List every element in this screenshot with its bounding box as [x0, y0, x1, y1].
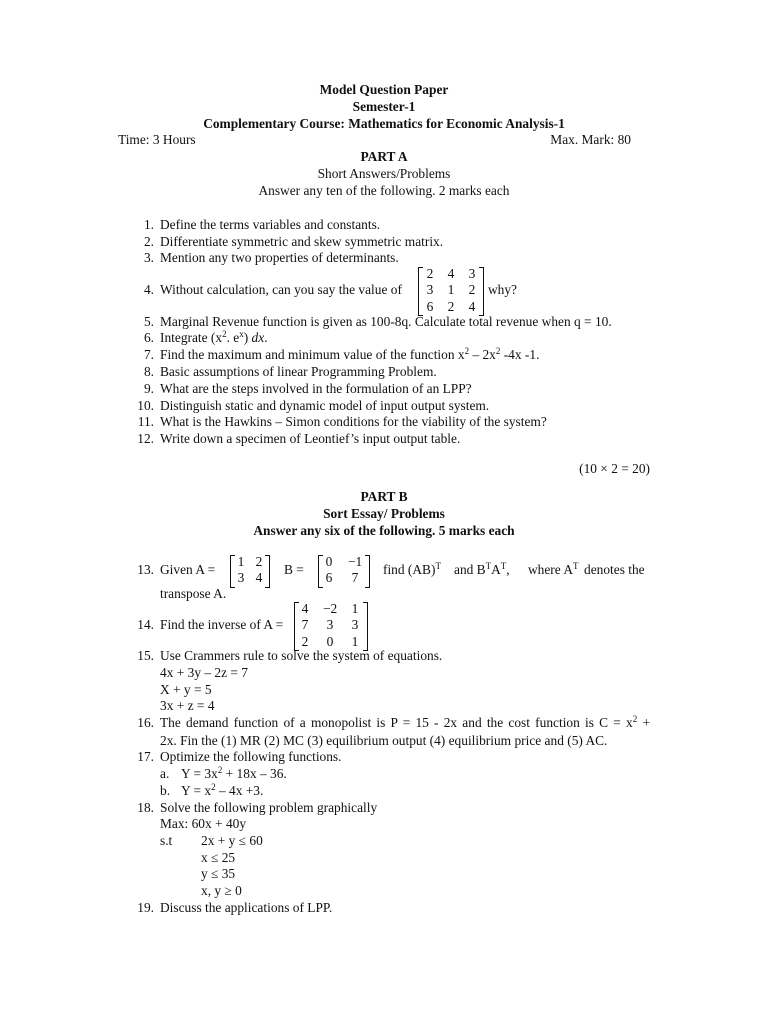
- matrix-b: [318, 554, 370, 587]
- question-number: 18.: [137, 800, 154, 815]
- matrix-a: [230, 554, 270, 587]
- matrix-cell: 3: [326, 617, 334, 632]
- question-text: Given A =: [160, 562, 216, 577]
- objective-line: Max: 60x + 40y: [160, 816, 247, 831]
- question-number: 1.: [143, 217, 154, 232]
- matrix-cell: −1: [348, 554, 363, 569]
- part-a-instruction: Answer any ten of the following. 2 marks each: [258, 183, 510, 198]
- constraint-line: x, y ≥ 0: [201, 883, 242, 898]
- constraint-line: 2x + y ≤ 60: [201, 833, 263, 848]
- part-b-title: PART B: [360, 489, 408, 504]
- question-number: 6.: [143, 330, 154, 345]
- matrix-cell: 3: [426, 282, 434, 297]
- constraint-line: y ≤ 35: [201, 866, 236, 881]
- question-text: Define the terms variables and constants.: [160, 217, 381, 232]
- matrix-cell: −2: [323, 601, 338, 616]
- part-b-instruction: Answer any six of the following. 5 marks each: [253, 523, 515, 538]
- question-number: 5.: [143, 314, 154, 329]
- question-text: Mention any two properties of determinants.: [160, 250, 399, 265]
- question-text: The demand function of a monopolist is P = 15 - 2x and the cost function is $C = x^2$ +: [160, 714, 650, 730]
- matrix-cell: 6: [426, 299, 434, 314]
- matrix-cell: 1: [447, 282, 455, 297]
- matrix-cell: 7: [351, 570, 359, 585]
- part-a-title: PART A: [360, 149, 408, 164]
- question-text: 2x. Fin the (1) MR (2) MC (3) equilibrium output (4) equilibrium price and (5) AC.: [160, 733, 608, 748]
- time-label: Time: 3 Hours: [118, 132, 196, 147]
- question-text: and $B^TA^T$,: [454, 561, 510, 577]
- question-text: Integrate ($x^2$. $e^x$) dx.: [160, 329, 268, 345]
- equation-line: X + y = 5: [160, 682, 212, 697]
- question-text: What are the steps involved in the formulation of an LPP?: [160, 381, 472, 396]
- part-b-subtitle: Sort Essay/ Problems: [323, 506, 445, 521]
- max-mark-label: Max. Mark: 80: [550, 132, 631, 147]
- question-number: 3.: [143, 250, 154, 265]
- question-text: where $A^T$: [528, 561, 579, 577]
- sub-item-label: b.: [160, 783, 171, 798]
- question-number: 9.: [143, 381, 154, 396]
- sub-item-text: $Y = x^2 - 4x +3$.: [181, 782, 264, 798]
- matrix-right-bracket: [363, 602, 368, 651]
- question-number: 2.: [143, 234, 154, 249]
- question-text: Optimize the following functions.: [160, 749, 342, 764]
- question-number: 4.: [143, 282, 154, 297]
- question-text: B =: [284, 562, 304, 577]
- question-number: 8.: [143, 364, 154, 379]
- question-text-suffix: why?: [488, 282, 518, 297]
- matrix-cell: 0: [326, 634, 334, 649]
- paper-title: Model Question Paper: [319, 82, 449, 97]
- sub-item-text: $Y = 3x^2 + 18x - 36$.: [181, 765, 287, 781]
- question-number: 11.: [137, 414, 154, 429]
- matrix-cell: 2: [447, 299, 455, 314]
- question-text: Use Crammers rule to solve the system of equations.: [160, 648, 443, 663]
- question-text: Find the maximum and minimum value of the function $x^2 - 2x^2$ -4x -1.: [160, 346, 540, 362]
- matrix-cell: 2: [255, 554, 263, 569]
- question-text: Discuss the applications of LPP.: [160, 900, 333, 915]
- matrix-cell: 1: [351, 601, 359, 616]
- matrix-cell: 1: [351, 634, 359, 649]
- question-text: Distinguish static and dynamic model of input output system.: [160, 398, 490, 413]
- inverse-matrix: [294, 601, 368, 651]
- question-text: Without calculation, can you say the value of: [160, 282, 402, 297]
- question-text: transpose A.: [160, 586, 227, 601]
- question-number: 13.: [137, 562, 154, 577]
- question-number: 7.: [143, 347, 154, 362]
- question-number: 16.: [137, 715, 154, 730]
- question-text: Find the inverse of A =: [160, 617, 284, 632]
- part-a-marks: (10 × 2 = 20): [579, 461, 650, 476]
- question-number: 17.: [137, 749, 154, 764]
- matrix-cell: 4: [447, 266, 455, 281]
- question-text: Marginal Revenue function is given as 100-8q. Calculate total revenue when q = 10.: [160, 314, 612, 329]
- matrix-cell: 6: [325, 570, 333, 585]
- question-text: Basic assumptions of linear Programming Problem.: [160, 364, 437, 379]
- matrix-cell: 3: [237, 570, 245, 585]
- question-text: Differentiate symmetric and skew symmetric matrix.: [160, 234, 444, 249]
- determinant-matrix: [418, 266, 484, 316]
- question-number: 12.: [137, 431, 154, 446]
- matrix-cell: 3: [468, 266, 476, 281]
- matrix-right-bracket: [479, 267, 484, 316]
- question-number: 15.: [137, 648, 154, 663]
- matrix-cell: 2: [426, 266, 434, 281]
- matrix-cell: 4: [468, 299, 476, 314]
- matrix-cell: 2: [468, 282, 476, 297]
- question-number: 14.: [137, 617, 154, 632]
- question-number: 10.: [137, 398, 154, 413]
- equation-line: 4x + 3y – 2z = 7: [160, 665, 249, 680]
- sub-item-label: a.: [160, 766, 170, 781]
- matrix-cell: 3: [351, 617, 359, 632]
- matrix-cell: 0: [325, 554, 333, 569]
- question-number: 19.: [137, 900, 154, 915]
- question-text: Solve the following problem graphically: [160, 800, 378, 815]
- question-text: What is the Hawkins – Simon conditions for the viability of the system?: [160, 414, 547, 429]
- course-heading: Complementary Course: Mathematics for Economic Analysis-1: [203, 116, 565, 131]
- question-text: find (AB)$^T$: [383, 561, 441, 577]
- question-text: denotes the: [584, 562, 645, 577]
- matrix-cell: 7: [301, 617, 309, 632]
- equation-line: 3x + z = 4: [160, 698, 215, 713]
- matrix-cell: 4: [301, 601, 309, 616]
- matrix-cell: 2: [301, 634, 309, 649]
- semester-heading: Semester-1: [352, 99, 416, 114]
- constraint-label: s.t: [160, 833, 173, 848]
- constraint-line: x ≤ 25: [201, 850, 236, 865]
- matrix-cell: 1: [237, 554, 245, 569]
- question-text: Write down a specimen of Leontief’s input output table.: [160, 431, 461, 446]
- part-a-subtitle: Short Answers/Problems: [317, 166, 451, 181]
- matrix-right-bracket: [365, 555, 370, 588]
- matrix-cell: 4: [255, 570, 263, 585]
